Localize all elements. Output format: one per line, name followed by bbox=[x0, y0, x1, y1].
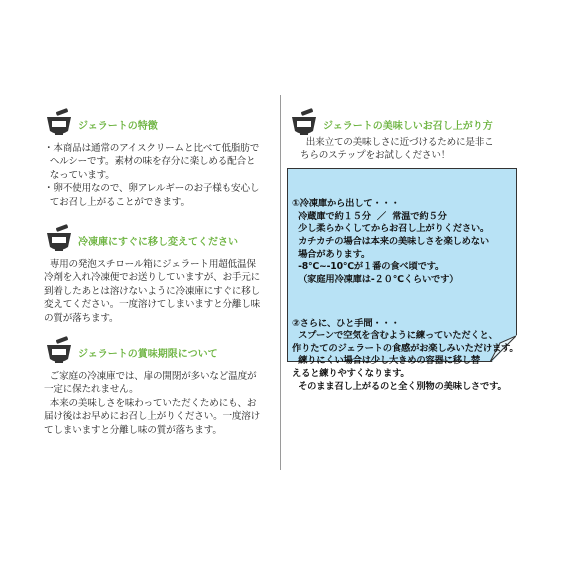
section-expiry bbox=[44, 336, 260, 437]
section-body: ・本商品は通常のアイスクリームと比べて低脂肪で ヘルシーです。素材の味を存分に楽しめる配合と なっています。 ・卵不使用なので、卵アレルギーのお子様も安心し てお召し上がることができます。 bbox=[44, 143, 260, 208]
section-title: ジェラートの特徴 bbox=[78, 121, 158, 132]
section-title: ジェラートの賞味期限について bbox=[78, 349, 218, 360]
step-1-text: ①冷凍庫から出して・・・ 冷蔵庫で約１５分 ／ 常温で約５分 少し柔らかくしてからお召し上がりください。 カチカチの場合は本来の美味しさを楽しめない 場合があります。 -8℃~-10℃が１番の食べ頃です。 （家庭用冷凍庫は-２０℃くらいです） bbox=[292, 198, 490, 285]
section-title: ジェラートの美味しいお召し上がり方 bbox=[323, 121, 493, 132]
column-divider bbox=[280, 95, 281, 470]
gelato-bowl-icon bbox=[44, 108, 74, 138]
section-body: ご家庭の冷凍庫では、扉の開閉が多いなど温度が 一定に保たれません。 本来の美味しさを味わっていただくためにも、お 届け後はお早めにお召し上がりください。一度溶け てしまいますと分離し味の質が落ちます。 bbox=[44, 371, 261, 436]
section-freezer bbox=[44, 224, 260, 325]
step-2-text: ②さらに、ひと手間・・・ スプーンで空気を含むように練っていただくと、 作りたてのジェラートの食感がお楽しみいただけます。 練りにくい場合は少し大きめの容器に移し替 えると練りやすくなります。 そのまま召し上がるのと全く別物の美味しさです。 bbox=[292, 317, 519, 392]
section-body: 専用の発泡スチロール箱にジェラート用超低温保 冷剤を入れ冷凍便でお送りしていますが、お手元に 到着したあとは溶けないように冷凍庫にすぐに移し 変えてください。一度溶けてしまいますと分離し味 の質が落ちます。 bbox=[44, 259, 261, 324]
howto-intro: 出来立ての美味しさに近づけるために是非こ ちらのステップをお試しください！ bbox=[300, 137, 494, 162]
section-title: 冷凍庫にすぐに移し変えてください bbox=[78, 237, 238, 248]
gelato-bowl-icon bbox=[44, 224, 74, 254]
gelato-bowl-icon bbox=[44, 336, 74, 366]
section-features bbox=[44, 108, 259, 209]
gelato-bowl-icon bbox=[289, 108, 319, 138]
steps-note-text bbox=[292, 173, 519, 406]
